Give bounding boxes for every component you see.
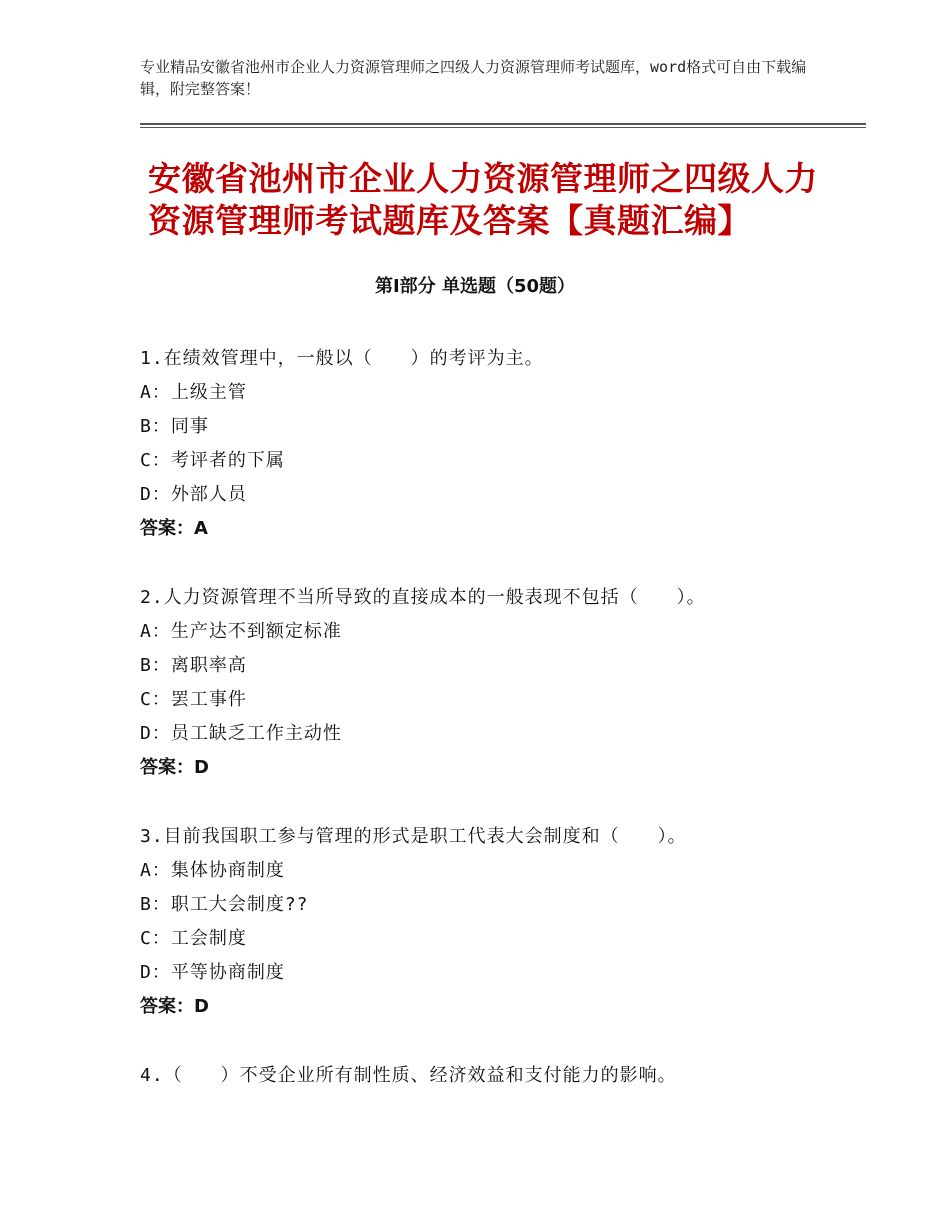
answer-label: 答案：D <box>140 757 209 778</box>
option-a: A：上级主管 <box>140 382 247 403</box>
question-3 <box>140 820 830 1024</box>
option-d: D：外部人员 <box>140 484 247 505</box>
option-d: D：平等协商制度 <box>140 962 285 983</box>
question-stem: 2.人力资源管理不当所导致的直接成本的一般表现不包括（ ）。 <box>140 587 706 608</box>
header-divider <box>140 123 866 125</box>
header-divider-thin <box>140 127 866 128</box>
option-b: B：职工大会制度?? <box>140 894 309 915</box>
question-4 <box>140 1059 830 1093</box>
option-c: C：工会制度 <box>140 928 247 949</box>
question-stem: 3.目前我国职工参与管理的形式是职工代表大会制度和（ ）。 <box>140 826 687 847</box>
question-stem: 1.在绩效管理中，一般以（ ）的考评为主。 <box>140 348 544 369</box>
option-b: B：离职率高 <box>140 655 247 676</box>
option-c: C：考评者的下属 <box>140 450 285 471</box>
answer-label: 答案：D <box>140 996 209 1017</box>
option-a: A：集体协商制度 <box>140 860 285 881</box>
option-c: C：罢工事件 <box>140 689 247 710</box>
question-stem: 4.（ ）不受企业所有制性质、经济效益和支付能力的影响。 <box>140 1065 677 1086</box>
header-note: 专业精品安徽省池州市企业人力资源管理师之四级人力资源管理师考试题库，word格式可自由下载编辑，附完整答案！ <box>140 58 807 98</box>
question-2 <box>140 581 830 785</box>
option-d: D：员工缺乏工作主动性 <box>140 723 342 744</box>
answer-label: 答案：A <box>140 518 208 539</box>
option-b: B：同事 <box>140 416 209 437</box>
section-heading: 第Ⅰ部分 单选题（50题） <box>374 276 575 297</box>
option-a: A：生产达不到额定标准 <box>140 621 342 642</box>
question-1 <box>140 342 830 546</box>
document-title: 安徽省池州市企业人力资源管理师之四级人力资源管理师考试题库及答案【真题汇编】 <box>148 159 818 240</box>
